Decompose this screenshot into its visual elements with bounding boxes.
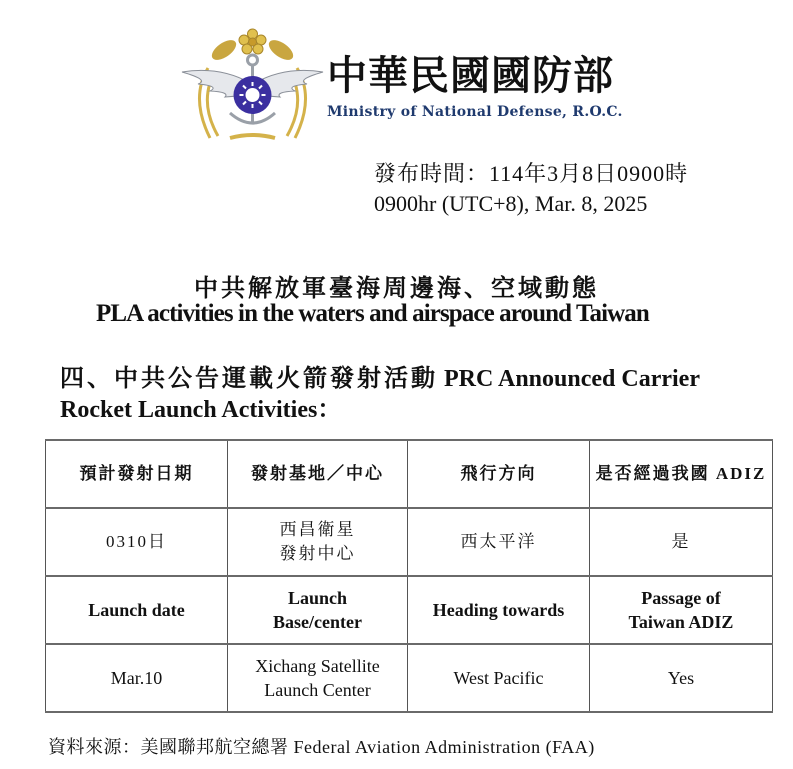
header-cell: 預計發射日期 bbox=[46, 440, 228, 508]
header-cell: Launch date bbox=[46, 576, 228, 644]
org-name-en: Ministry of National Defense, R.O.C. bbox=[327, 104, 623, 120]
table-header-row-en bbox=[46, 576, 773, 644]
mnd-emblem-icon bbox=[180, 28, 325, 146]
header-cell: 是否經過我國 ADIZ bbox=[590, 440, 773, 508]
header-cell: 發射基地／中心 bbox=[228, 440, 408, 508]
section-title-cn: 四、中共公告運載火箭發射活動 bbox=[60, 366, 438, 392]
header-cell: Heading towards bbox=[408, 576, 590, 644]
table-cell: West Pacific bbox=[408, 644, 590, 712]
table-cell: Xichang Satellite Launch Center bbox=[228, 644, 408, 712]
data-source-note: 資料來源：美國聯邦航空總署 Federal Aviation Administration (FAA) bbox=[48, 737, 595, 757]
launch-activities-table bbox=[45, 439, 773, 713]
table-cell: 西昌衛星 發射中心 bbox=[228, 508, 408, 576]
release-time-cn: 發布時間：114年3月8日0900時 bbox=[374, 161, 689, 186]
release-time-en: 0900hr (UTC+8), Mar. 8, 2025 bbox=[374, 191, 648, 216]
page-title-en: PLA activities in the waters and airspace around Taiwan bbox=[96, 300, 649, 327]
table-row-en bbox=[46, 644, 773, 712]
header-cell: Passage of Taiwan ADIZ bbox=[590, 576, 773, 644]
table-header-row-cn bbox=[46, 440, 773, 508]
table-cell: 是 bbox=[590, 508, 773, 576]
header-cell: 飛行方向 bbox=[408, 440, 590, 508]
section-title-en: PRC Announced Carrier Rocket Launch Activities： bbox=[60, 366, 700, 423]
table-cell: Mar.10 bbox=[46, 644, 228, 712]
header-cell: Launch Base/center bbox=[228, 576, 408, 644]
table-cell: Yes bbox=[590, 644, 773, 712]
org-name-cn: 中華民國國防部 bbox=[327, 52, 614, 99]
page-title-cn: 中共解放軍臺海周邊海、空域動態 bbox=[194, 276, 599, 302]
section-title bbox=[60, 364, 760, 426]
table-row-cn bbox=[46, 508, 773, 576]
table-cell: 0310日 bbox=[46, 508, 228, 576]
table-cell: 西太平洋 bbox=[408, 508, 590, 576]
